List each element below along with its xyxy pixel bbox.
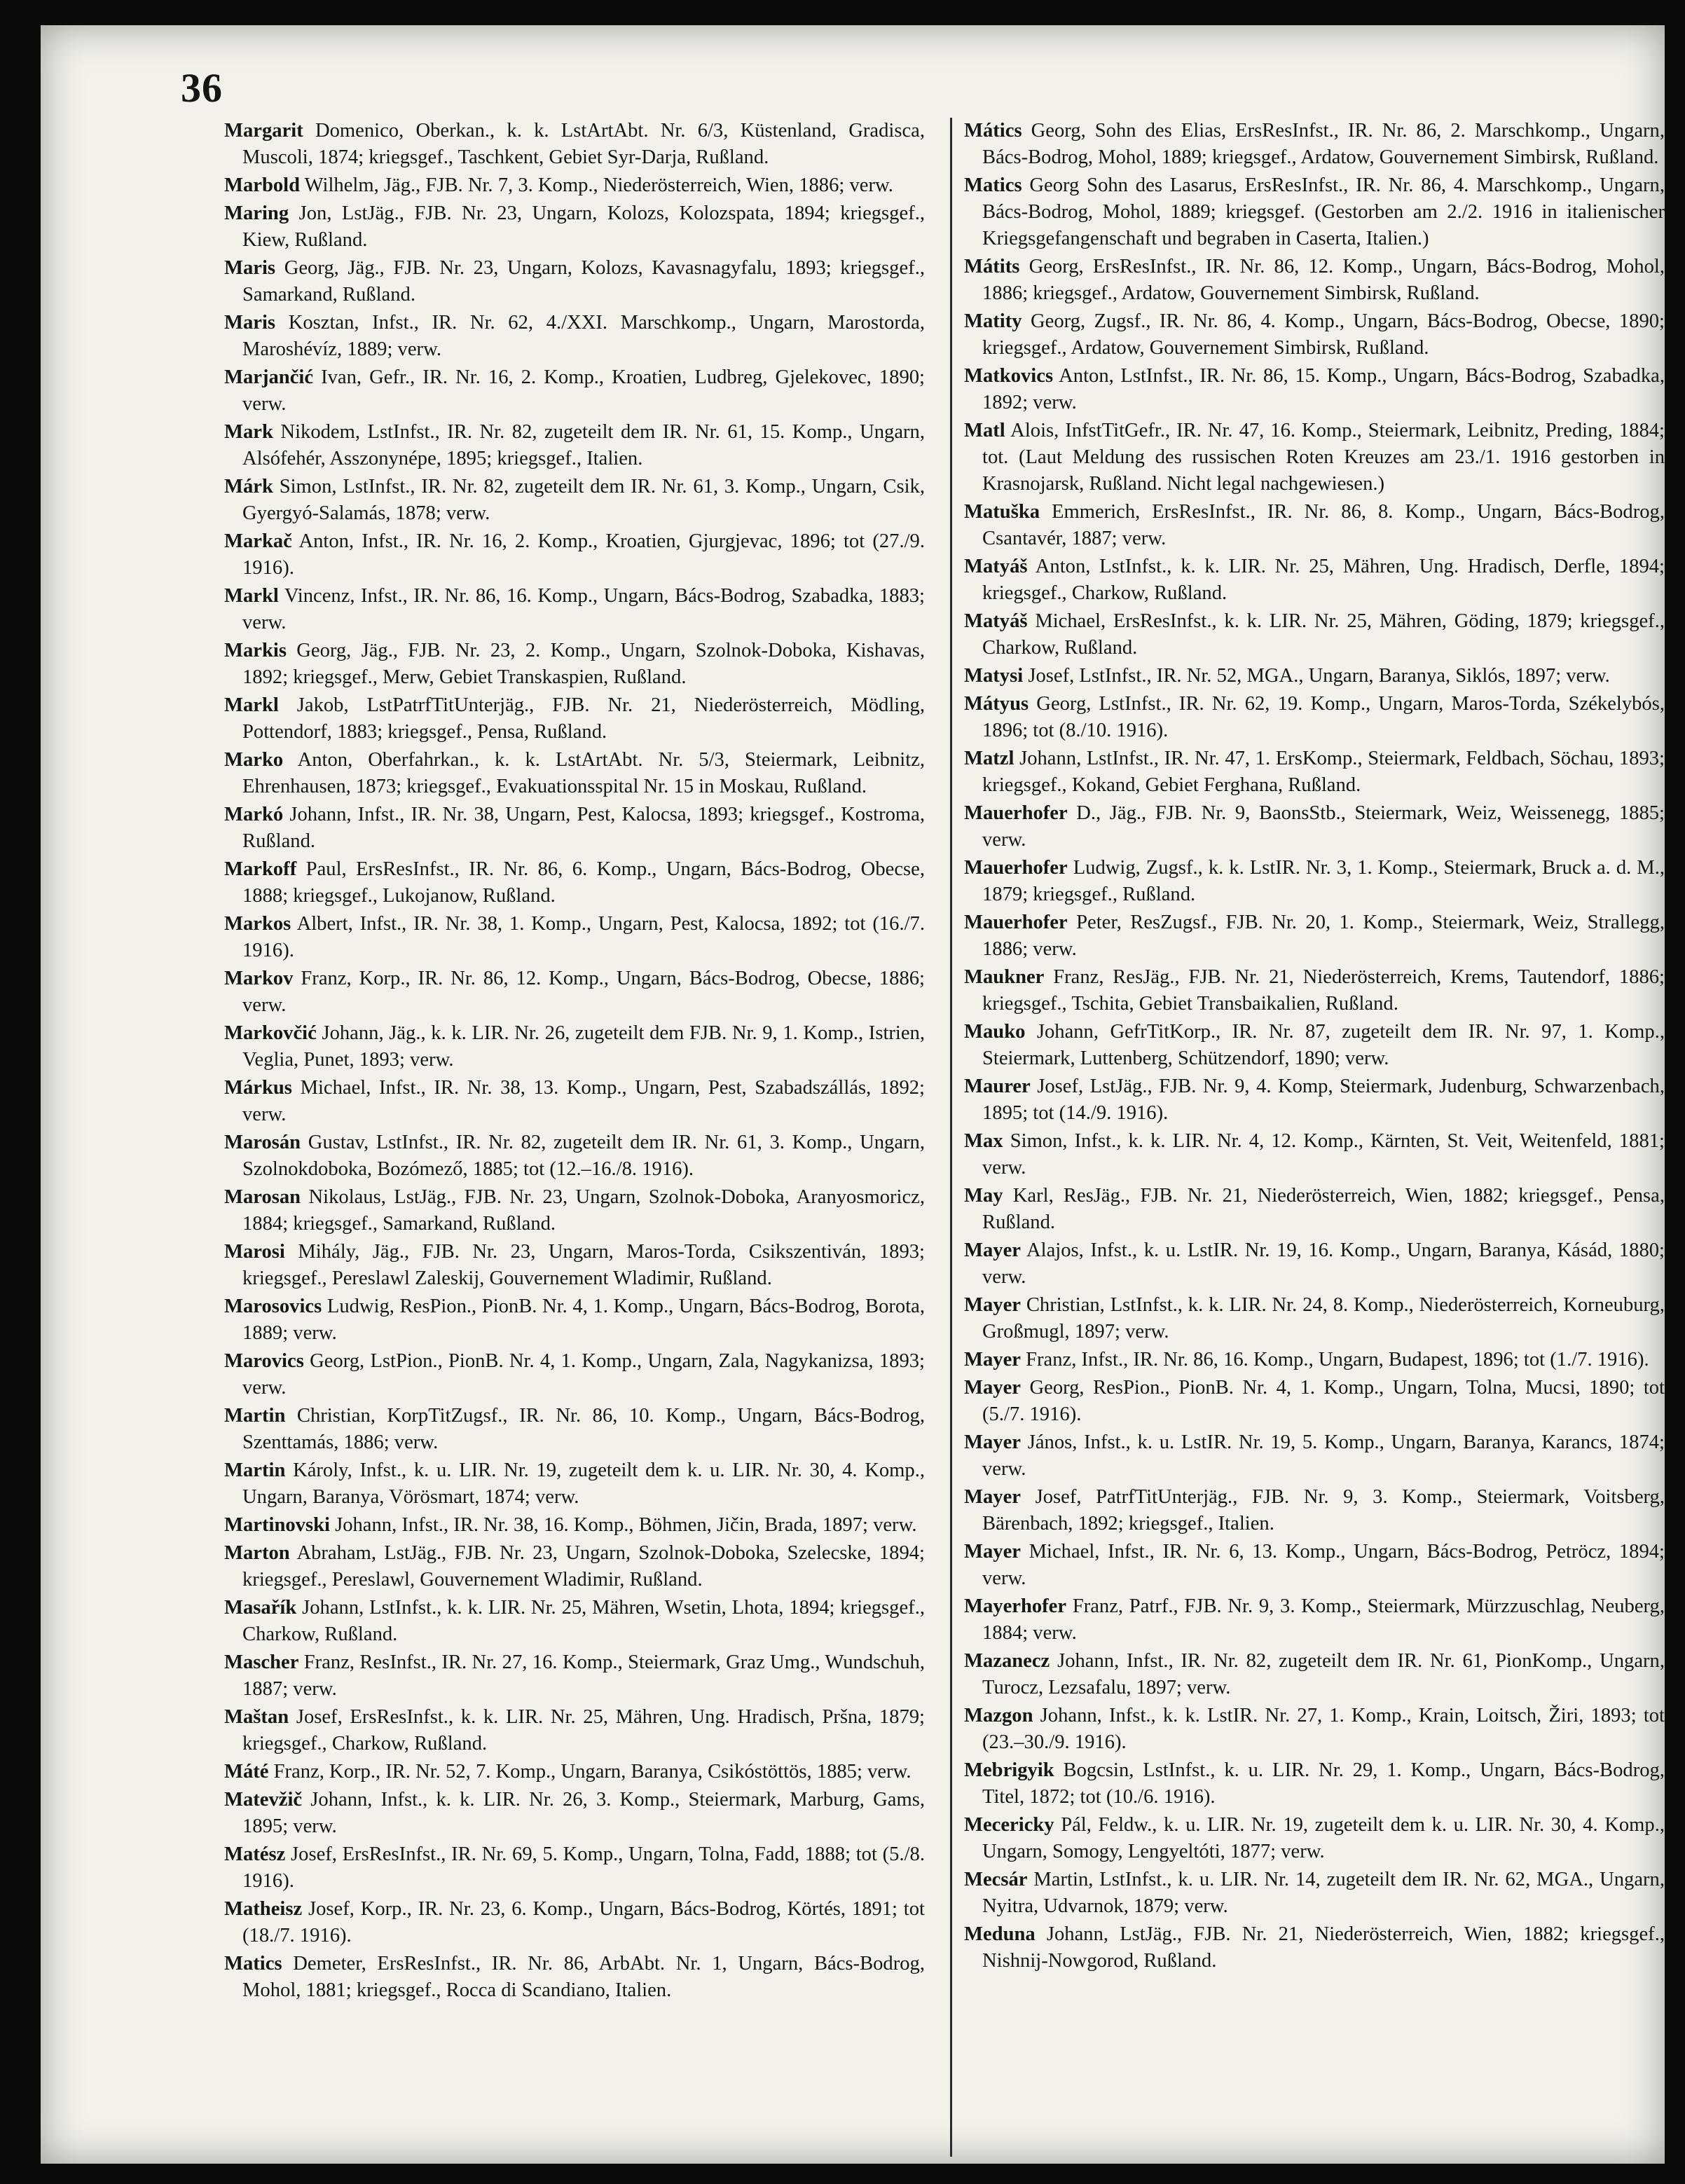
entry-surname: Markl (224, 585, 279, 607)
casualty-entry (224, 419, 925, 472)
entry-details: Johann, Infst., k. k. LIR. Nr. 26, 3. Komp., Steiermark, Marburg, Gams, 1895; verw. (242, 1789, 925, 1837)
entry-details: Ludwig, Zugsf., k. k. LstIR. Nr. 3, 1. Komp., Steiermark, Bruck a. d. M., 1879; kriegsgef., Rußland. (982, 857, 1665, 905)
casualty-entry (224, 1075, 925, 1128)
entry-surname: Márk (224, 476, 273, 497)
entry-surname: Masařík (224, 1597, 297, 1619)
casualty-entry (224, 172, 925, 199)
casualty-entry (224, 1293, 925, 1347)
entry-details: Franz, Korp., IR. Nr. 86, 12. Komp., Ungarn, Bács-Bodrog, Obecse, 1886; verw. (242, 968, 925, 1016)
entry-surname: Matevžič (224, 1789, 303, 1811)
entry-details: Nikodem, LstInfst., IR. Nr. 82, zugeteilt dem IR. Nr. 61, 15. Komp., Ungarn, Alsófehér, Asszonynépe, 1895; kriegsgef., Italien. (242, 421, 925, 469)
entry-surname: Martin (224, 1460, 286, 1481)
entry-surname: Marosovics (224, 1296, 322, 1317)
entry-details: Johann, GefrTitKorp., IR. Nr. 87, zugeteilt dem IR. Nr. 97, 1. Komp., Steiermark, Luttenberg, Schützendorf, 1890; verw. (982, 1021, 1665, 1069)
entry-surname: Mazanecz (964, 1650, 1050, 1672)
casualty-entry (964, 1429, 1665, 1483)
casualty-entry (224, 1896, 925, 1949)
casualty-entry (964, 308, 1665, 362)
entry-surname: Mayer (964, 1431, 1021, 1453)
entry-details: Johann, LstInfst., k. k. LIR. Nr. 25, Mähren, Wsetin, Lhota, 1894; kriegsgef., Charkow, Rußland. (242, 1597, 925, 1645)
entry-surname: Marko (224, 749, 284, 771)
entry-surname: Mark (224, 421, 273, 443)
entry-details: Johann, Infst., IR. Nr. 82, zugeteilt dem IR. Nr. 61, PionKomp., Ungarn, Turocz, Lezsafalu, 1897; verw. (982, 1650, 1665, 1698)
casualty-entry (964, 800, 1665, 853)
casualty-entry (964, 608, 1665, 661)
entry-details: Gustav, LstInfst., IR. Nr. 82, zugeteilt dem IR. Nr. 61, 3. Komp., Ungarn, Szolnokdoboka, Bozómező, 1885; tot (12.–16./8. 1916). (242, 1132, 925, 1180)
entry-surname: Markovčić (224, 1022, 317, 1044)
casualty-entry (224, 692, 925, 746)
entry-details: Michael, Infst., IR. Nr. 6, 13. Komp., Ungarn, Bács-Bodrog, Petröcz, 1894; verw. (982, 1541, 1665, 1589)
entry-details: Franz, ResJäg., FJB. Nr. 21, Niederösterreich, Krems, Tautendorf, 1886; kriegsgef., Tschita, Gebiet Transbaikalien, Rußland. (982, 966, 1665, 1015)
entry-details: Johann, Infst., k. k. LstIR. Nr. 27, 1. Komp., Krain, Loitsch, Žiri, 1893; tot (23.–30./9. 1916). (982, 1705, 1665, 1753)
casualty-entry (964, 746, 1665, 799)
right-column (964, 118, 1665, 1976)
entry-details: Nikolaus, LstJäg., FJB. Nr. 23, Ungarn, Szolnok-Doboka, Aranyosmoricz, 1884; kriegsgef., Samarkand, Rußland. (242, 1186, 925, 1235)
casualty-entry (224, 1457, 925, 1511)
casualty-entry (224, 856, 925, 909)
entry-surname: Matuška (964, 501, 1040, 523)
entry-details: Franz, ResInfst., IR. Nr. 27, 16. Komp., Steiermark, Graz Umg., Wundschuh, 1887; verw. (242, 1651, 925, 1700)
casualty-entry (224, 1759, 925, 1785)
entry-surname: Markov (224, 968, 294, 989)
entry-details: Ludwig, ResPion., PionB. Nr. 4, 1. Komp., Ungarn, Bács-Bodrog, Borota, 1889; verw. (242, 1296, 925, 1344)
entry-details: Michael, ErsResInfst., k. k. LIR. Nr. 25, Mähren, Göding, 1879; kriegsgef., Charkow, Rußland. (982, 610, 1665, 659)
casualty-entry (964, 363, 1665, 416)
entry-details: Demeter, ErsResInfst., IR. Nr. 86, ArbAbt. Nr. 1, Ungarn, Bács-Bodrog, Mohol, 1881; kriegsgef., Rocca di Scandiano, Italien. (242, 1953, 925, 2001)
entry-details: Anton, Infst., IR. Nr. 16, 2. Komp., Kroatien, Gjurgjevac, 1896; tot (27./9. 1916). (242, 530, 925, 579)
entry-surname: Mayer (964, 1541, 1021, 1563)
entry-surname: Markos (224, 913, 291, 935)
entry-details: Károly, Infst., k. u. LIR. Nr. 19, zugeteilt dem k. u. LIR. Nr. 30, 4. Komp., Ungarn, Baranya, Vörösmart, 1874; verw. (242, 1460, 925, 1508)
casualty-entry (224, 1704, 925, 1757)
casualty-entry (224, 310, 925, 363)
entry-surname: Mazgon (964, 1705, 1033, 1726)
entry-surname: Maukner (964, 966, 1045, 988)
casualty-entry (964, 1539, 1665, 1592)
entry-details: Franz, Korp., IR. Nr. 52, 7. Komp., Ungarn, Baranya, Csikóstöttös, 1885; verw. (273, 1761, 912, 1783)
casualty-entry (964, 1183, 1665, 1236)
entry-surname: Matheisz (224, 1898, 303, 1920)
entry-details: Simon, Infst., k. k. LIR. Nr. 4, 12. Komp., Kärnten, St. Veit, Weitenfeld, 1881; verw. (982, 1130, 1665, 1179)
column-divider (950, 118, 952, 2157)
entry-surname: Marton (224, 1542, 290, 1564)
entry-surname: Mátyus (964, 693, 1029, 715)
entry-surname: Max (964, 1130, 1003, 1152)
entry-surname: Matyáš (964, 610, 1028, 632)
entry-details: Johann, Jäg., k. k. LIR. Nr. 26, zugeteilt dem FJB. Nr. 9, 1. Komp., Istrien, Veglia, Punet, 1893; verw. (242, 1022, 925, 1071)
entry-surname: Markis (224, 640, 287, 661)
entry-surname: Mauerhofer (964, 857, 1068, 879)
entry-details: Georg, Sohn des Elias, ErsResInfst., IR. Nr. 86, 2. Marschkomp., Ungarn, Bács-Bodrog, Mohol, 1889; kriegsgef., Ardatow, Gouvernement Simbirsk, Rußland. (982, 120, 1665, 168)
casualty-entry (224, 638, 925, 691)
entry-details: Emmerich, ErsResInfst., IR. Nr. 86, 8. Komp., Ungarn, Bács-Bodrog, Csantavér, 1887; verw. (982, 501, 1665, 549)
entry-details: Josef, LstInfst., IR. Nr. 52, MGA., Ungarn, Baranya, Siklós, 1897; verw. (1028, 665, 1610, 687)
entry-details: Anton, LstInfst., IR. Nr. 86, 15. Komp., Ungarn, Bács-Bodrog, Szabadka, 1892; verw. (982, 365, 1665, 413)
entry-details: Josef, Korp., IR. Nr. 23, 6. Komp., Ungarn, Bács-Bodrog, Körtés, 1891; tot (18./7. 1916). (242, 1898, 925, 1946)
entry-details: Albert, Infst., IR. Nr. 38, 1. Komp., Ungarn, Pest, Kalocsa, 1892; tot (16./7. 1916). (242, 913, 925, 961)
entry-surname: Marjančić (224, 366, 314, 388)
casualty-entry (224, 583, 925, 636)
casualty-entry (224, 474, 925, 527)
entry-details: Vincenz, Infst., IR. Nr. 86, 16. Komp., Ungarn, Bács-Bodrog, Szabadka, 1883; verw. (242, 585, 925, 633)
casualty-entry (964, 254, 1665, 307)
entry-details: D., Jäg., FJB. Nr. 9, BaonsStb., Steiermark, Weiz, Weissenegg, 1885; verw. (982, 802, 1665, 851)
casualty-entry (964, 1292, 1665, 1345)
casualty-entry (964, 1703, 1665, 1756)
entry-surname: Matkovics (964, 365, 1054, 387)
casualty-entry (964, 1128, 1665, 1181)
casualty-entry (224, 911, 925, 964)
entry-details: Christian, KorpTitZugsf., IR. Nr. 86, 10. Komp., Ungarn, Bács-Bodrog, Szenttamás, 1886; verw. (242, 1405, 925, 1453)
entry-surname: Mebrigyik (964, 1759, 1054, 1781)
entry-surname: Márkus (224, 1077, 292, 1099)
entry-details: Mihály, Jäg., FJB. Nr. 23, Ungarn, Maros-Torda, Csikszentiván, 1893; kriegsgef., Pereslawl Zaleskij, Gouvernement Wladimir, Rußland. (242, 1241, 925, 1289)
casualty-entry (224, 364, 925, 418)
entry-details: Georg, LstInfst., IR. Nr. 62, 19. Komp., Ungarn, Maros-Torda, Székelybós, 1896; tot (8./10. 1916). (982, 693, 1665, 741)
casualty-entry (964, 1019, 1665, 1072)
entry-details: Martin, LstInfst., k. u. LIR. Nr. 14, zugeteilt dem IR. Nr. 62, MGA., Ungarn, Nyitra, Udvarnok, 1879; verw. (982, 1869, 1665, 1917)
entry-details: Michael, Infst., IR. Nr. 38, 13. Komp., Ungarn, Pest, Szabadszállás, 1892; verw. (242, 1077, 925, 1125)
entry-details: Georg, LstPion., PionB. Nr. 4, 1. Komp., Ungarn, Zala, Nagykanizsa, 1893; verw. (242, 1350, 925, 1399)
entry-surname: Mauko (964, 1021, 1026, 1043)
entry-surname: Mayer (964, 1239, 1021, 1261)
entry-surname: Marbold (224, 174, 301, 196)
entry-details: Franz, Infst., IR. Nr. 86, 16. Komp., Ungarn, Budapest, 1896; tot (1./7. 1916). (1026, 1349, 1649, 1371)
casualty-entry (964, 663, 1665, 689)
casualty-entry (224, 528, 925, 582)
casualty-entry (224, 966, 925, 1019)
entry-surname: Maris (224, 257, 276, 279)
casualty-entry (224, 1403, 925, 1456)
casualty-entry (964, 855, 1665, 908)
casualty-entry (964, 1812, 1665, 1865)
entry-details: Johann, Infst., IR. Nr. 38, 16. Komp., Böhmen, Jičin, Brada, 1897; verw. (335, 1514, 917, 1536)
casualty-entry (964, 554, 1665, 607)
casualty-entry (224, 1951, 925, 2004)
casualty-entry (224, 1184, 925, 1237)
entry-surname: Markó (224, 804, 284, 825)
casualty-entry (224, 747, 925, 800)
entry-surname: Mauerhofer (964, 912, 1068, 933)
casualty-entry (224, 802, 925, 855)
page-number: 36 (181, 65, 223, 111)
entry-details: Georg Sohn des Lasarus, ErsResInfst., IR. Nr. 86, 4. Marschkomp., Ungarn, Bács-Bodrog, Mohol, 1889; kriegsgef. (Gestorben am 2./2. 1916 in italienischer Kriegsgefangenschaft und begraben in Caserta, Italien.) (982, 174, 1665, 249)
entry-details: Jakob, LstPatrfTitUnterjäg., FJB. Nr. 21, Niederösterreich, Mödling, Pottendorf, 1883; kriegsgef., Pensa, Rußland. (242, 694, 925, 743)
entry-details: Simon, LstInfst., IR. Nr. 82, zugeteilt dem IR. Nr. 61, 3. Komp., Ungarn, Csik, Gyergyó-Salamás, 1878; verw. (242, 476, 925, 524)
entry-surname: May (964, 1185, 1003, 1207)
entry-details: Franz, Patrf., FJB. Nr. 9, 3. Komp., Steiermark, Mürzzuschlag, Neuberg, 1884; verw. (982, 1595, 1665, 1644)
entry-surname: Maris (224, 312, 276, 334)
entry-details: Josef, ErsResInfst., IR. Nr. 69, 5. Komp., Ungarn, Tolna, Fadd, 1888; tot (5./8. 1916). (242, 1843, 925, 1892)
entry-details: Bogcsin, LstInfst., k. u. LIR. Nr. 29, 1. Komp., Ungarn, Bács-Bodrog, Titel, 1872; tot (10./6. 1916). (982, 1759, 1665, 1808)
casualty-entry (224, 1540, 925, 1593)
casualty-entry (964, 172, 1665, 252)
entry-details: Georg, ErsResInfst., IR. Nr. 86, 12. Komp., Ungarn, Bács-Bodrog, Mohol, 1886; kriegsgef., Ardatow, Gouvernement Simbirsk, Rußland. (982, 256, 1665, 304)
casualty-entry (964, 691, 1665, 744)
casualty-entry (224, 118, 925, 171)
entry-surname: Mascher (224, 1651, 299, 1673)
entry-surname: Mayer (964, 1349, 1021, 1371)
entry-details: Karl, ResJäg., FJB. Nr. 21, Niederösterreich, Wien, 1882; kriegsgef., Pensa, Rußland. (982, 1185, 1665, 1233)
entry-surname: Markl (224, 694, 279, 716)
entry-surname: Máté (224, 1761, 269, 1783)
entry-details: Alajos, Infst., k. u. LstIR. Nr. 19, 16. Komp., Ungarn, Baranya, Kásád, 1880; verw. (982, 1239, 1665, 1288)
entry-details: Abraham, LstJäg., FJB. Nr. 23, Ungarn, Szolnok-Doboka, Szelecske, 1894; kriegsgef., Pereslawl, Gouvernement Wladimir, Rußland. (242, 1542, 925, 1591)
casualty-entry (224, 1595, 925, 1648)
entry-surname: Marovics (224, 1350, 304, 1372)
entry-surname: Maring (224, 202, 289, 224)
entry-details: Peter, ResZugsf., FJB. Nr. 20, 1. Komp., Steiermark, Weiz, Strallegg, 1886; verw. (982, 912, 1665, 960)
casualty-entry (224, 1649, 925, 1703)
entry-surname: Maurer (964, 1076, 1031, 1097)
entry-details: Alois, InfstTitGefr., IR. Nr. 47, 16. Komp., Steiermark, Leibnitz, Preding, 1884; tot. (Laut Meldung des russischen Roten Kreuzes am 23./1. 1916 gestorben in Krasnojarsk, Rußland. Nicht legal nachgewiesen.) (982, 420, 1665, 495)
casualty-entry (964, 1073, 1665, 1127)
entry-surname: Matity (964, 310, 1022, 332)
entry-details: János, Infst., k. u. LstIR. Nr. 19, 5. Komp., Ungarn, Baranya, Karancs, 1874; verw. (982, 1431, 1665, 1480)
casualty-entry (964, 1237, 1665, 1291)
entry-surname: Mátics (964, 120, 1022, 142)
casualty-entry (964, 1347, 1665, 1373)
casualty-entry (964, 499, 1665, 552)
casualty-entry (964, 1921, 1665, 1974)
entry-details: Kosztan, Infst., IR. Nr. 62, 4./XXI. Marschkomp., Ungarn, Marostorda, Maroshévíz, 1889; verw. (242, 312, 925, 360)
entry-surname: Mayerhofer (964, 1595, 1067, 1617)
casualty-entry (964, 1593, 1665, 1647)
entry-surname: Mayer (964, 1294, 1021, 1316)
entry-surname: Mecsár (964, 1869, 1028, 1890)
casualty-entry (224, 1348, 925, 1401)
casualty-entry (964, 1648, 1665, 1701)
entry-details: Josef, LstJäg., FJB. Nr. 9, 4. Komp, Steiermark, Judenburg, Schwarzenbach, 1895; tot (14./9. 1916). (982, 1076, 1665, 1124)
entry-surname: Matyáš (964, 556, 1028, 577)
entry-details: Georg, Jäg., FJB. Nr. 23, 2. Komp., Ungarn, Szolnok-Doboka, Kishavas, 1892; kriegsgef., Merw, Gebiet Transkaspien, Rußland. (242, 640, 925, 688)
casualty-entry (964, 1757, 1665, 1811)
casualty-entry (224, 1512, 925, 1539)
entry-details: Johann, LstJäg., FJB. Nr. 21, Niederösterreich, Wien, 1882; kriegsgef., Nishnij-Nowgorod, Rußland. (982, 1923, 1665, 1972)
entry-surname: Markoff (224, 858, 297, 880)
entry-details: Johann, LstInfst., IR. Nr. 47, 1. ErsKomp., Steiermark, Feldbach, Söchau, 1893; kriegsgef., Kokand, Gebiet Ferghana, Rußland. (982, 748, 1665, 796)
casualty-entry (964, 118, 1665, 171)
entry-surname: Martinovski (224, 1514, 330, 1536)
entry-surname: Margarit (224, 120, 303, 142)
casualty-entry (964, 964, 1665, 1017)
entry-surname: Marosan (224, 1186, 301, 1208)
entry-surname: Martin (224, 1405, 286, 1427)
entry-surname: Mecericky (964, 1814, 1054, 1836)
casualty-entry (964, 1375, 1665, 1428)
entry-surname: Mayer (964, 1377, 1021, 1399)
book-page (41, 25, 1665, 2164)
entry-details: Wilhelm, Jäg., FJB. Nr. 7, 3. Komp., Niederösterreich, Wien, 1886; verw. (304, 174, 893, 196)
entry-details: Christian, LstInfst., k. k. LIR. Nr. 24, 8. Komp., Niederösterreich, Korneuburg, Großmugl, 1897; verw. (982, 1294, 1665, 1342)
entry-details: Domenico, Oberkan., k. k. LstArtAbt. Nr. 6/3, Küstenland, Gradisca, Muscoli, 1874; kriegsgef., Taschkent, Gebiet Syr-Darja, Rußland. (242, 120, 925, 168)
entry-surname: Matysi (964, 665, 1024, 687)
entry-surname: Marosán (224, 1132, 301, 1153)
entry-surname: Maštan (224, 1706, 289, 1728)
entry-details: Georg, ResPion., PionB. Nr. 4, 1. Komp., Ungarn, Tolna, Mucsi, 1890; tot (5./7. 1916). (982, 1377, 1665, 1425)
entry-details: Anton, Oberfahrkan., k. k. LstArtAbt. Nr. 5/3, Steiermark, Leibnitz, Ehrenhausen, 1873; kriegsgef., Evakuationsspital Nr. 15 in Moskau, Rußland. (242, 749, 925, 797)
entry-surname: Mauerhofer (964, 802, 1068, 824)
entry-surname: Matl (964, 420, 1005, 441)
casualty-entry (224, 1239, 925, 1292)
casualty-entry (964, 909, 1665, 963)
entry-details: Paul, ErsResInfst., IR. Nr. 86, 6. Komp., Ungarn, Bács-Bodrog, Obecse, 1888; kriegsgef., Lukojanow, Rußland. (242, 858, 925, 907)
entry-details: Anton, LstInfst., k. k. LIR. Nr. 25, Mähren, Ung. Hradisch, Derfle, 1894; kriegsgef., Charkow, Rußland. (982, 556, 1665, 604)
casualty-entry (224, 200, 925, 254)
casualty-entry (964, 1867, 1665, 1920)
casualty-entry (224, 1841, 925, 1895)
entry-details: Georg, Zugsf., IR. Nr. 86, 4. Komp., Ungarn, Bács-Bodrog, Obecse, 1890; kriegsgef., Ardatow, Gouvernement Simbirsk, Rußland. (982, 310, 1665, 359)
entry-surname: Matész (224, 1843, 286, 1865)
casualty-entry (964, 418, 1665, 497)
entry-details: Georg, Jäg., FJB. Nr. 23, Ungarn, Kolozs, Kavasnagyfalu, 1893; kriegsgef., Samarkand, Rußland. (242, 257, 925, 305)
casualty-entry (224, 1129, 925, 1183)
entry-details: Ivan, Gefr., IR. Nr. 16, 2. Komp., Kroatien, Ludbreg, Gjelekovec, 1890; verw. (242, 366, 925, 415)
entry-surname: Mayer (964, 1486, 1021, 1508)
entry-details: Johann, Infst., IR. Nr. 38, Ungarn, Pest, Kalocsa, 1893; kriegsgef., Kostroma, Rußland. (242, 804, 925, 852)
casualty-entry (224, 255, 925, 308)
entry-surname: Matzl (964, 748, 1015, 769)
entry-surname: Mátits (964, 256, 1020, 277)
entry-details: Josef, ErsResInfst., k. k. LIR. Nr. 25, Mähren, Ung. Hradisch, Pršna, 1879; kriegsgef., Charkow, Rußland. (242, 1706, 925, 1754)
entry-surname: Marosi (224, 1241, 285, 1263)
entry-details: Jon, LstJäg., FJB. Nr. 23, Ungarn, Kolozs, Kolozspata, 1894; kriegsgef., Kiew, Rußland. (242, 202, 925, 251)
entry-surname: Meduna (964, 1923, 1036, 1945)
casualty-entry (964, 1484, 1665, 1537)
entry-details: Pál, Feldw., k. u. LIR. Nr. 19, zugeteilt dem k. u. LIR. Nr. 30, 4. Komp., Ungarn, Somogy, Lengyeltóti, 1877; verw. (982, 1814, 1665, 1862)
casualty-entry (224, 1787, 925, 1840)
entry-surname: Matics (224, 1953, 282, 1974)
entry-surname: Matics (964, 174, 1022, 196)
left-column (224, 118, 925, 2005)
entry-details: Josef, PatrfTitUnterjäg., FJB. Nr. 9, 3. Komp., Steiermark, Voitsberg, Bärenbach, 1892; kriegsgef., Italien. (982, 1486, 1665, 1534)
casualty-entry (224, 1020, 925, 1073)
entry-surname: Markač (224, 530, 292, 552)
